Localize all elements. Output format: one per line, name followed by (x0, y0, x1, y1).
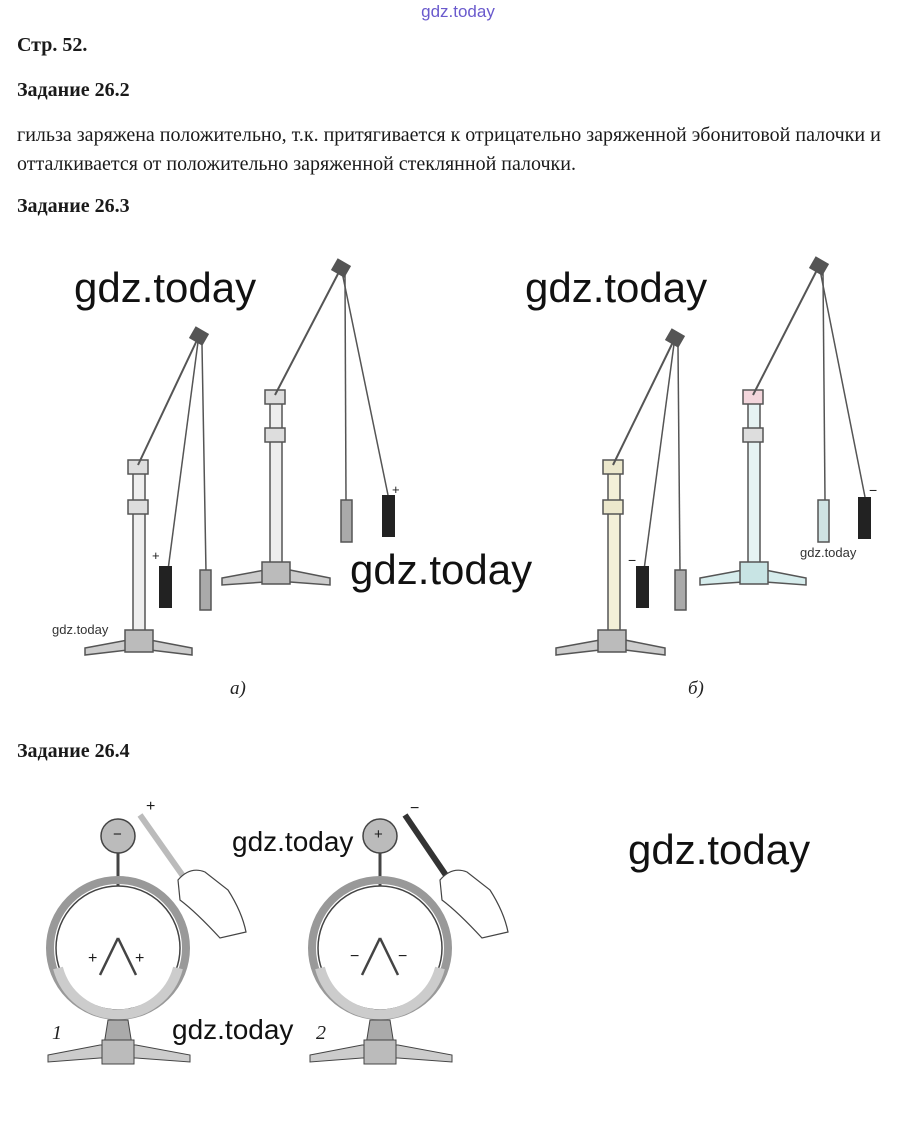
header-watermark: gdz.today (421, 2, 495, 21)
ball1-sign: − (113, 826, 122, 843)
watermark: gdz.today (350, 546, 533, 593)
sleeve-b1 (675, 570, 686, 610)
watermark: gdz.today (628, 826, 811, 873)
watermark: gdz.today (172, 1014, 294, 1045)
stand-b1 (556, 329, 684, 655)
rod-a2 (382, 495, 395, 537)
watermark: gdz.today (525, 264, 708, 311)
ball2-sign: + (374, 826, 383, 843)
sign-b-left: − (628, 552, 637, 568)
stand-b2 (700, 257, 865, 585)
rod-b2 (858, 497, 871, 539)
sign-a-right: + (392, 482, 400, 497)
watermark: gdz.today (74, 264, 257, 311)
leaf1-right-sign: + (135, 950, 145, 967)
rod2-sign: − (410, 800, 420, 817)
watermark: gdz.today (232, 826, 354, 857)
watermark: gdz.today (800, 545, 857, 560)
leaf1-left-sign: + (88, 950, 98, 967)
electroscope-label-1: 1 (52, 1022, 62, 1044)
sleeve-b2 (818, 500, 829, 542)
rod1-sign: + (146, 798, 156, 815)
watermark: gdz.today (52, 622, 109, 637)
sleeve-a2 (341, 500, 352, 542)
task-text-26-2: гильза заряжена положительно, т.к. притягивается к отрицательно заряженной эбонитовой палочки и отталкивается от положительно заряженной стеклянной палочки. (17, 124, 881, 175)
figure-label-a: а) (230, 678, 246, 699)
rod-a1 (159, 566, 172, 608)
task-title-26-2: Задание 26.2 (17, 79, 130, 101)
sleeve-a1 (200, 570, 211, 610)
page-number: Стр. 52. (17, 34, 88, 56)
sign-a-left: + (152, 548, 160, 563)
task-title-26-3: Задание 26.3 (17, 195, 130, 217)
sign-b-right: − (869, 482, 878, 498)
electroscope-label-2: 2 (316, 1022, 326, 1044)
rod-b1 (636, 566, 649, 608)
leaf2-right-sign: − (398, 948, 408, 965)
stand-a1 (85, 327, 208, 655)
figure-label-b: б) (688, 678, 704, 699)
leaf2-left-sign: − (350, 948, 360, 965)
task-title-26-4: Задание 26.4 (17, 740, 130, 762)
